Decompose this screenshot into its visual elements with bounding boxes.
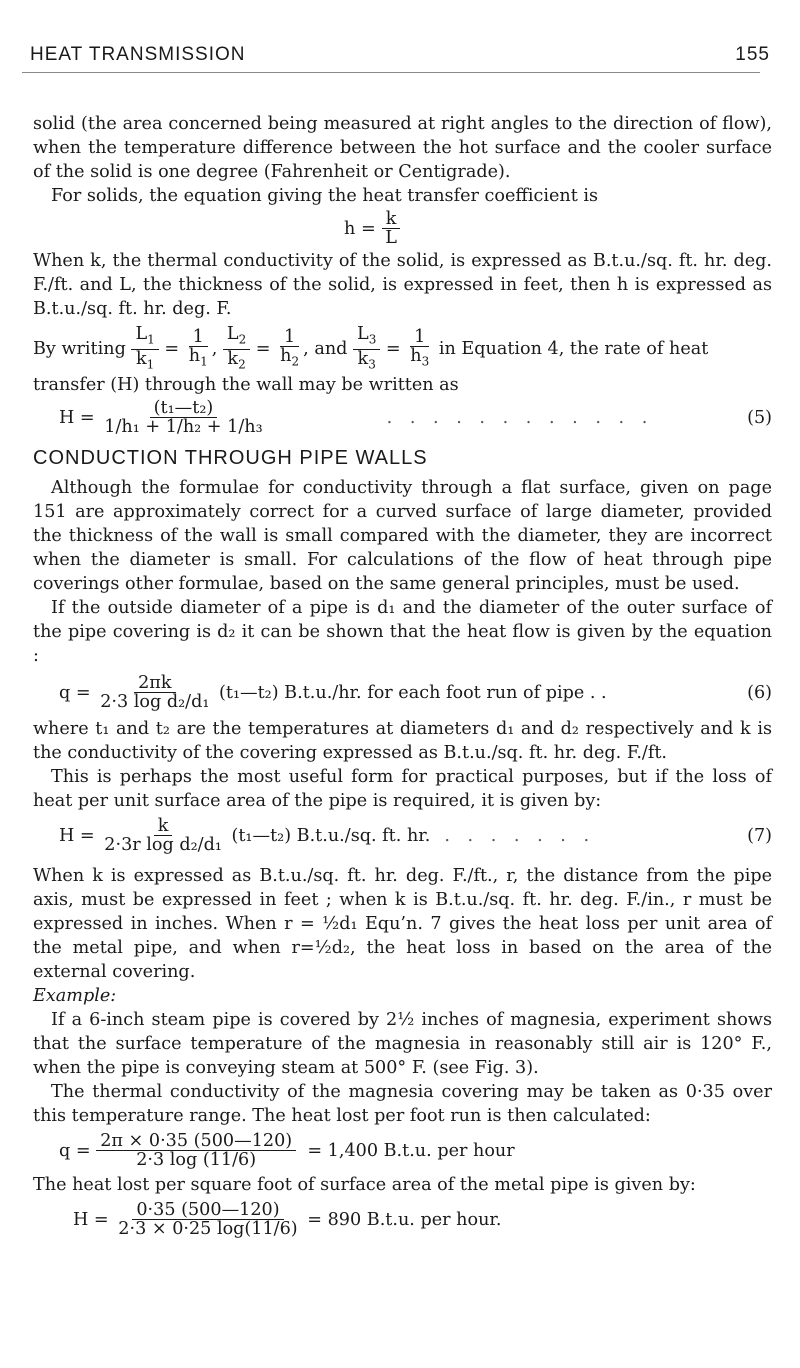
page-number: 155: [735, 44, 770, 65]
fraction: [114, 1201, 301, 1238]
running-header: [30, 44, 770, 66]
numerator: (t₁—t₂): [150, 399, 218, 418]
paragraph: If a 6-inch steam pipe is covered by 2½ inches of magnesia, experiment shows that the surface temperature of the magnesia in reasonably still air is 120° F., when the pipe is conveying steam at 500° F. (see Fig. 3).: [33, 1010, 772, 1079]
denominator: 1/h₁ + 1/h₂ + 1/h₃: [104, 417, 263, 438]
paragraph: For solids, the equation giving the heat transfer coefficient is: [51, 186, 599, 206]
leader-dots: . . . . . . .: [444, 825, 596, 846]
equation-lhs: H =: [73, 1209, 109, 1230]
equation-result: = 890 B.t.u. per hour.: [307, 1209, 502, 1230]
section-title: CONDUCTION THROUGH PIPE WALLS: [33, 447, 428, 470]
paragraph: Although the formulae for conductivity through a flat surface, given on page 151 are approximately correct for a curved surface of large diameter, provided the thickness of the wall is small compared with the diameter, they are incorrect when the diameter is small. For calculations of the flow of heat through pipe coverings other formulae, based on the same general principles, must be used.: [33, 478, 772, 595]
numerator: k: [154, 817, 173, 836]
equation-result: = 1,400 B.t.u. per hour: [307, 1140, 515, 1161]
paragraph-fragment: By writing: [33, 339, 126, 360]
equation-6: [33, 674, 772, 711]
fraction: $\frac{L_3}{k_3}$: [353, 325, 380, 373]
numerator: 0·35 (500—120): [132, 1201, 283, 1220]
fraction: [100, 399, 266, 436]
denominator: 2·3 log d₂/d₁: [100, 692, 210, 713]
numerator: 2π × 0·35 (500—120): [96, 1132, 296, 1151]
paragraph-fragment: in Equation 4, the rate of heat transfer (H) through the wall may be written as: [33, 339, 709, 396]
equation-rest: (t₁—t₂) B.t.u./sq. ft. hr.: [231, 825, 431, 846]
header-rule: [22, 72, 760, 73]
paragraph: solid (the area concerned being measured at right angles to the direction of flow), when the temperature difference between the hot surface and the cooler surface of the solid is one degree (Fahrenheit or Centigrade).: [33, 114, 772, 182]
example-equation-1: [33, 1132, 772, 1169]
equation-5: [33, 399, 772, 436]
equation-7: [33, 817, 772, 854]
equation-lhs: H =: [59, 825, 95, 846]
fraction: [96, 674, 213, 711]
fraction: [96, 1132, 296, 1169]
equation-and: and: [314, 339, 348, 360]
paragraph: The thermal conductivity of the magnesia covering may be taken as 0·35 over this temperature range. The heat lost per foot run is then calculated:: [33, 1082, 772, 1127]
denominator: 2·3r log d₂/d₁: [104, 835, 222, 856]
equation-lhs: q =: [59, 1140, 91, 1161]
fraction: $\frac{1}{h_2}$: [280, 326, 300, 369]
fraction: [100, 817, 226, 854]
equation-number: (5): [747, 407, 772, 428]
numerator: 2πk: [134, 674, 175, 693]
page-body: [33, 112, 772, 1240]
paragraph: where t₁ and t₂ are the temperatures at diameters d₁ and d₂ respectively and k is the conductivity of the covering expressed as B.t.u./sq. ft. hr. deg. F./ft.: [33, 719, 772, 764]
numerator: k: [382, 210, 401, 229]
denominator: L: [385, 228, 397, 248]
paragraph: When k is expressed as B.t.u./sq. ft. hr. deg. F./ft., r, the distance from the pipe axis, must be expressed in feet ; when k is B.t.u./sq. ft. hr. deg. F./in., r must be expressed in inches. When r = ½d₁ Equ’n. 7 gives the heat loss per unit area of the metal pipe, and when r=½d₂, the heat loss in based on the area of the external covering.: [33, 866, 772, 983]
fraction: $\frac{L_1}{k_1}$: [131, 325, 158, 373]
fraction: $\frac{1}{h_1}$: [188, 326, 208, 369]
paragraph: If the outside diameter of a pipe is d₁ and the diameter of the outer surface of the pipe covering is d₂ it can be shown that the heat flow is given by the equation :: [33, 598, 772, 667]
equation-lhs: H =: [59, 407, 95, 428]
paragraph: The heat lost per square foot of surface area of the metal pipe is given by:: [33, 1175, 696, 1196]
equation-number: (7): [747, 825, 772, 846]
equation-rest: (t₁—t₂) B.t.u./hr. for each foot run of pipe . .: [219, 682, 607, 703]
paragraph: When k, the thermal conductivity of the solid, is expressed as B.t.u./sq. ft. hr. deg. F./ft. and L, the thickness of the solid, is expressed in feet, then h is expressed as B.t.u./sq. ft. hr. deg. F.: [33, 251, 772, 319]
equation-lhs: q =: [59, 682, 91, 703]
running-title: HEAT TRANSMISSION: [30, 44, 246, 65]
fraction: [381, 210, 401, 247]
fraction: $\frac{L_2}{k_2}$: [223, 325, 250, 373]
equation-h: [33, 210, 772, 247]
denominator: 2·3 × 0·25 log(11/6): [118, 1219, 298, 1240]
fraction: $\frac{1}{h_3}$: [410, 326, 430, 369]
equation-lhs: h =: [344, 218, 376, 239]
equation-number: (6): [747, 682, 772, 703]
leader-dots: . . . . . . . . . . . .: [386, 407, 654, 428]
example-equation-2: [33, 1201, 772, 1238]
writing-line: By writing $\frac{L_1}{k_1}$ = $\frac{1}{h_1}$ , $\frac{L_2}{k_2}$ = $\frac{1}{h_2}$ , and $\frac{L_3}{k_3}$ = $\frac{1}{h_3}$ in Equation 4, the rate of heat transfer (H) through the wall may be written as: [33, 324, 709, 396]
example-label: Example:: [33, 986, 117, 1007]
paragraph: This is perhaps the most useful form for practical purposes, but if the loss of heat per unit surface area of the pipe is required, it is given by:: [33, 767, 772, 812]
denominator: 2·3 log (11/6): [136, 1150, 257, 1171]
